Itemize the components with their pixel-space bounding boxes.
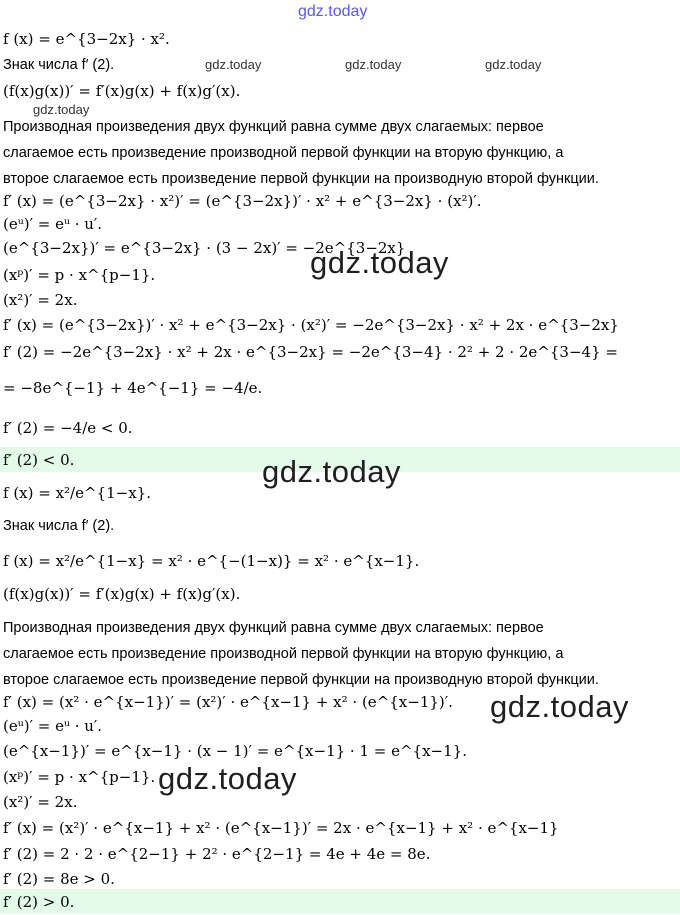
step-2-2: (eᵘ)′ = eᵘ · u′. [3, 717, 103, 735]
step-2-4: (xᵖ)′ = p · x^{p−1}. [3, 768, 156, 786]
step-1-9: f′ (2) = −4/e < 0. [3, 419, 133, 437]
product-rule-1: (f(x)g(x))′ = f′(x)g(x) + f(x)g′(x). [3, 82, 241, 100]
task-statement-2: Знак числа f′ (2). [3, 518, 115, 534]
step-1-7: f′ (2) = −2e^{3−2x} · x² + 2x · e^{3−2x} = −2e^{3−4} · 2² + 2 · 2e^{3−4} = [3, 343, 618, 361]
watermark-large-3: gdz.today [490, 689, 629, 724]
watermark-large-1: gdz.today [310, 245, 449, 280]
watermark-small-3: gdz.today [485, 57, 542, 72]
watermark-small-4: gdz.today [33, 102, 90, 117]
answer-2: f′ (2) > 0. [3, 893, 75, 911]
step-1-2: (eᵘ)′ = eᵘ · u′. [3, 215, 103, 233]
explanation-2-line-2: слагаемое есть произведение производной первой функции на вторую функцию, а [3, 646, 564, 662]
function-definition-1: f (x) = e^{3−2x} · x². [3, 30, 170, 48]
explanation-1-line-2: слагаемое есть произведение производной первой функции на вторую функцию, а [3, 145, 564, 161]
step-2-7: f′ (2) = 2 · 2 · e^{2−1} + 2² · e^{2−1} = 4e + 4e = 8e. [3, 845, 431, 863]
step-1-4: (xᵖ)′ = p · x^{p−1}. [3, 266, 156, 284]
step-1-3: (e^{3−2x})′ = e^{3−2x} · (3 − 2x)′ = −2e^{3−2x} [3, 239, 406, 257]
step-2-6: f′ (x) = (x²)′ · e^{x−1} + x² · (e^{x−1})′ = 2x · e^{x−1} + x² · e^{x−1} [3, 819, 559, 837]
step-2-5: (x²)′ = 2x. [3, 793, 78, 811]
watermark-large-4: gdz.today [158, 761, 297, 796]
watermark-large-2: gdz.today [262, 454, 401, 489]
answer-highlight-2 [0, 889, 680, 914]
step-2-8: f′ (2) = 8e > 0. [3, 870, 115, 888]
explanation-1-line-3: второе слагаемое есть произведение первой функции на производную второй функции. [3, 171, 599, 187]
step-1-6: f′ (x) = (e^{3−2x})′ · x² + e^{3−2x} · (x²)′ = −2e^{3−2x} · x² + 2x · e^{3−2x} [3, 316, 619, 334]
product-rule-2: (f(x)g(x))′ = f′(x)g(x) + f(x)g′(x). [3, 585, 241, 603]
explanation-2-line-1: Производная произведения двух функций равна сумме двух слагаемых: первое [3, 620, 544, 636]
step-1-1: f′ (x) = (e^{3−2x} · x²)′ = (e^{3−2x})′ · x² + e^{3−2x} · (x²)′. [3, 192, 482, 210]
function-rewrite-2: f (x) = x²/e^{1−x} = x² · e^{−(1−x)} = x² · e^{x−1}. [3, 552, 420, 570]
explanation-1-line-1: Производная произведения двух функций равна сумме двух слагаемых: первое [3, 119, 544, 135]
watermark-small-2: gdz.today [345, 57, 402, 72]
task-statement-1: Знак числа f′ (2). [3, 57, 115, 73]
step-2-1: f′ (x) = (x² · e^{x−1})′ = (x²)′ · e^{x−1} + x² · (e^{x−1})′. [3, 693, 453, 711]
watermark-small-1: gdz.today [205, 57, 262, 72]
function-definition-2: f (x) = x²/e^{1−x}. [3, 484, 151, 502]
step-2-3: (e^{x−1})′ = e^{x−1} · (x − 1)′ = e^{x−1} · 1 = e^{x−1}. [3, 742, 467, 760]
watermark-top: gdz.today [298, 3, 368, 20]
step-1-8: = −8e^{−1} + 4e^{−1} = −4/e. [3, 379, 263, 397]
step-1-5: (x²)′ = 2x. [3, 291, 78, 309]
answer-1: f′ (2) < 0. [3, 451, 75, 469]
explanation-2-line-3: второе слагаемое есть произведение первой функции на производную второй функции. [3, 672, 599, 688]
